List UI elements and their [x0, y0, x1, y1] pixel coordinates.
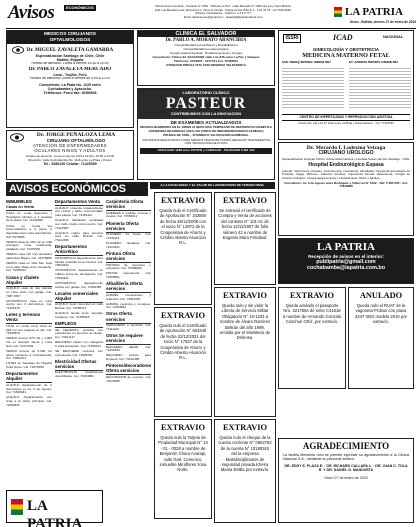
section-heading: EMPLEOS — [55, 320, 77, 326]
ad-laboratorio-pasteur — [137, 88, 275, 180]
ad-extravio — [214, 419, 276, 523]
office-info — [128, 5, 318, 19]
list-item: SE NECESITA señorita con experiencia en atención al cliente. Cel. 73221147 — [55, 327, 103, 340]
section-heading: Pintura Oferta servicios — [106, 250, 136, 261]
ad-body — [7, 44, 133, 97]
doctor-spec: CIRUJANO UROLOGO — [318, 150, 374, 157]
list-item: DECORADOR de eventos. Cel. 73215555 — [106, 375, 151, 383]
list-item: ALQUILO cuarto para persona sola en calle Bolívar. Cel. 73212365 — [55, 230, 103, 243]
ad-body: Queda nulo el cheque de la cuenta corriente N° 0902762 de la cuenta N° 10180910 del la empresa Multidisciplinarios de seguridad privada Kheira Marsa EMBL por extravío. — [218, 435, 272, 473]
list-item: MUEBLES a medida, cocinas y closets. Cel. 72558412 — [106, 210, 151, 219]
ad-title-bar — [7, 31, 133, 44]
list-item: CERRAJERO a domicilio. Cel. 71111222 — [106, 323, 151, 331]
list-item: REQUIERO chofer con categoría C para transporte. Cel. 71455221 — [55, 340, 103, 348]
office-line: Email: lapatriaoruro@gmail.com · lapatria@lapatriaenlinea.com — [183, 15, 263, 19]
list-item: ALQUILO departamento de 2 dormitorios en Av. 6 de Agosto. Cel. 71526641 — [6, 382, 52, 395]
brand-word: Avisos — [8, 2, 55, 23]
doctor-hours: Horario de atención: Lunes a viernes 14:30 a 20:00 — [31, 61, 109, 65]
section-heading: Carpintería Oferta servicios — [106, 199, 144, 210]
list-item: VENDO terreno de 5.000 m2 sobre carretera a Cochabamba. Cel. 73564121 — [6, 348, 52, 361]
brand-suffix: ECONÓMICOS — [66, 4, 94, 10]
ad-title: MÉDICOS CIRUJANOS — [44, 32, 96, 37]
list-item: ANTICRÉTICO departamento para familia reducida zona Central. Cel. 73815432 — [55, 255, 103, 268]
list-item: ELECTRICISTA instalaciones domiciliarias. Cel. 71254881 — [55, 370, 103, 379]
list-item: ALBAÑIL cerámica y revoques. Cel. 72254661 — [106, 301, 151, 310]
paper-name: LA PATRIA — [345, 6, 403, 18]
list-item: VENDO casa en Villa San José en la calle Tarija entre Camacho. Cel. 73785212 — [6, 261, 52, 273]
doctor-place: Madrid, España — [56, 57, 84, 62]
ad-body: La familia Mendieta Urra se permite expresar su agradecimiento a la Clínica Nacional S.A., mediante su personal médico: — [283, 453, 409, 462]
ad-line: OCULARES NIÑOS Y ADULTOS — [34, 149, 106, 154]
doctor-list: DR. EDDY E. PLAZA E. · DR. RICHARD CALLAPA L. · DR. JUAN C. TOLA R. Y DR. DANIEL G. MANDUSTA — [284, 463, 408, 473]
ad-agradecimiento — [278, 438, 414, 523]
ad-title: EXTRAVIO — [222, 423, 268, 432]
office-line: Oficina Oruro (Central) · Contacto N° 1552 · Oficinas La Paz · Calle Mercado N° 1525 casi esq. Colón Bolívar — [155, 5, 291, 8]
section-heading: Albañilería Oferta servicios — [106, 281, 143, 292]
address: Clínica Sur Cal. Lira N° 1211 entre La Plata y Soria Galvarro · Cel: 77144533 — [298, 120, 394, 125]
pasteur-tag: DE EXÁMENES ACTUALIZADOS — [170, 120, 242, 125]
section-heading: Departamentos Alquiler — [6, 371, 38, 382]
ad-body: Atiende: Infecciones urinarias, Incontinencia, Impotencia, Infertilidad, Cirugía Endourológica de Próstata, Vejiga, Riñones, Cálculos urinarios, Impotencia Sexual, Vasectomía, Cirugía de Cáncer Urológico, Cirugía laparoscópica y Litotricia laser. Niños y adultos. — [282, 168, 410, 181]
center-title: CENTRO DE INFERTILIDAD Y REPRODUCCIÓN ASISTIDA — [282, 114, 410, 121]
email-link[interactable]: publipatria@gmail.com — [316, 259, 376, 266]
section-heading: Otros Se requiere servicios — [106, 332, 143, 344]
ad-extravio — [154, 307, 212, 417]
list-item: PLOMERO 24 horas. Cel. 71231114 — [106, 232, 151, 240]
ad-title: ANULADO — [359, 291, 403, 300]
ad-title: AGRADECIMIENTO — [302, 441, 390, 451]
ad-body — [138, 44, 274, 68]
address: Consultorio: Av. 6 de Agosto entre Rodríguez y Villarroel N° 1222 · Telf: 5 285 656 · Cel: 71846888 — [284, 180, 408, 189]
list-item: ALQUILO departamento con vista a la plaza principal. Cel. 72498431 — [6, 395, 52, 407]
footer-brand — [6, 490, 103, 527]
ad-ginecologia — [278, 30, 414, 140]
logo-issri: ISSRI — [283, 34, 301, 43]
ad-title: MEDICINA MATERNO FETAL — [302, 52, 390, 60]
ad-line: Dirección: Calle Cochabamba No. 1116 entre La Plata y Potosí — [28, 158, 112, 162]
ad-title: GINECOLOGÍA Y OBSTETRICIA — [312, 47, 380, 52]
ad-line: ATENCIÓN DE ENFERMEDADES — [33, 144, 107, 149]
section-heading: Plomería Oferta servicios — [106, 220, 139, 231]
eye-row — [9, 46, 131, 54]
ad-line: MICROALBUMINURIA EN EL RIÑÓN CLÍNICO MÁS TEMPRANO DE NEFROPATÍA DIABÉTICA — [140, 126, 272, 130]
ad-medicos-cirujanos — [6, 30, 134, 128]
section-heading: Casas y chalets Alquiler — [6, 274, 39, 285]
section-heading: Pintores/decoradores Oferta servicios — [106, 363, 151, 374]
avisos-title: AVISOS ECONÓMICOS — [6, 182, 148, 196]
list-item: CASA en venta Ayacucho y Presidente Montes a 3 cuadras de la plaza. Cel. 71232908 — [6, 211, 52, 223]
list-item: PINTURA de interiores y exteriores. Cel. 72558890 — [106, 262, 151, 271]
ad-line: Teléfonos: 5254878 · 5271741 Cel. 72408811 — [173, 59, 239, 63]
doctor-name: Dr. MIGUEL ZAVALETA GAMARRA — [26, 46, 114, 53]
section-subheading: Casas en Venta — [6, 205, 34, 210]
ad-line: Cirugía Bariátrica (Lap-Band) y Rehabilitación — [174, 43, 238, 47]
list-item: REQUIERO señora para limpieza. Cel. 73212458 — [106, 353, 151, 362]
list-item: LOTES en Santiago de Huayña Colla Oruro. Cel. 71874558 — [6, 361, 52, 370]
logo-icad: ICAD — [333, 33, 353, 42]
text-block — [349, 66, 411, 108]
flag-icon — [334, 7, 342, 17]
ad-line: Cirugía Gastrointestinal · Pediatría general y Cirugía — [170, 51, 242, 55]
section-heading: Otros Oferta servicios — [106, 311, 132, 322]
email-link[interactable]: cochabamba@lapatria.com.bo — [306, 265, 386, 272]
doctor-right — [349, 61, 411, 113]
ad-line: ATENCIÓN PREVIA CITA CON RESERVA TELEFÓNICA — [166, 64, 246, 68]
pasteur-name: PASTEUR — [165, 95, 247, 112]
lab-banner: A LA EXCELENCIA Y EL VALOR DE LABORATORIO DE TERCER NIVEL — [150, 182, 275, 189]
ad-body: Queda anulado el pasaporte Nro. 4217584 de serie C41518 a nombre de Armando Gonzalo Cuschuri Ortíz, por extravío. — [282, 303, 342, 325]
ad-clinica-salvador — [137, 30, 275, 86]
list-item: CASA en Venta Vía Circunvalación a 2 pisos, 6 departamentos vista panorámica. Telf. 5274985 — [6, 223, 52, 239]
eye-icon — [10, 133, 24, 142]
classified-column-1 — [6, 198, 52, 488]
list-item: REQUIERO albañil. Cel. 71234543 — [106, 344, 151, 353]
classified-column-3 — [106, 198, 151, 525]
list-item: ANTICRÉTICO casa en zona centro con 3 dormitorios. Cel. 71125478 — [6, 298, 52, 311]
doctor-name: Dr. Merardo I. Lodezma Veizaga — [306, 145, 386, 151]
list-item: ALQUILO tienda zona mercado Campero. Cel. 72455118 — [55, 311, 103, 319]
ad-oftalmologo — [6, 130, 134, 180]
ad-title: EXTRAVIO — [160, 196, 206, 205]
paper-name: LA PATRIA — [317, 241, 375, 253]
doctor-name: Dr. Antonio Benítez Gauna MD — [349, 61, 398, 65]
phone: Teléfonos: Fono fax: 5250668 — [43, 91, 97, 96]
ad-extravio — [154, 419, 212, 519]
ad-footer: Oruro 27 de enero de 2023 — [324, 475, 368, 480]
ad-title: EXTRAVIO — [222, 196, 268, 205]
doctor-name: Dr. JORGE PEÑALOZA LEMA — [36, 132, 116, 138]
doctor-name: Dra. Nancy Benítez Gauna MD — [282, 61, 331, 65]
logo-nacional: NACIONAL — [383, 35, 404, 39]
list-item: ALQUILO vivienda independiente con cocina y baño, recomendado para pareja. Cel. 72452111 — [55, 205, 103, 218]
list-item: ANTICRÉTICO departamento en edificio sobre Av. del Ejército. Cel. 71564421 — [55, 268, 103, 280]
ad-body — [138, 126, 274, 153]
office-line: Edif. Las Mendes Local, Mezzanine 1, Oruro & Cerelia · Telefonos Fax (591 2) 2 - 2 61 36 76 · Cel 7626 0930 — [155, 8, 291, 12]
ad-body: Queda nulo y sin valor la Libreta de Servicio Militar Obligatorio N° 19-1234 a nombre de Álvaro Ramírez Beltrán del año 1999, emitida por el Ministerio de Defensa. — [219, 303, 271, 341]
ad-line: Especialización Hospital Clínico Universidad Católica y Hospital Sotero del Río Santiago - Chile — [282, 157, 410, 162]
doctor-place: Lima - Trujillo, Perú — [53, 73, 87, 78]
ad-line: ADENOSINA DEAMINASA (ADA) VIH (VIRUS DE INMUNODEFICIENCIA HUMANA) — [148, 130, 264, 134]
list-item: SE REQUIERE cocinera con experiencia. Cel. 72588761 — [55, 348, 103, 357]
section-heading: Locales comerciales Alquiler — [55, 290, 98, 301]
section-heading: Departamentos Venta — [55, 199, 100, 204]
pasteur-banner — [138, 89, 274, 119]
ad-body: Queda nulo el Certificado de Aportación N° 563348 de fecha 02/12/2021 del socio N° 17527 de la Cooperativa de Ahorro y Crédito Abierta Asunción R.L. — [159, 323, 207, 361]
ad-title: EXTRAVIO — [222, 291, 268, 300]
list-item: ALQUILO local comercial en calle Bolívar. Cel. 73258413 — [55, 302, 103, 311]
ad-line: PRUEBA DE VDRL - VITAMINA D VALORACIÓN HORMONAL — [163, 133, 249, 137]
ad-extravio — [348, 287, 414, 389]
ad-body: Se extravió el certificado de Compra y Venta de acciones del contrato N° 101-01 de fecha 12/11/2007 de folio número 42 a nombre de Eugenio Mara Felcidad. — [218, 208, 272, 241]
section-heading: Lotes y terrenos Venta — [6, 312, 41, 323]
brand-title — [8, 3, 54, 23]
ad-extravio — [214, 192, 276, 285]
ad-title: EXTRAVIO — [289, 291, 335, 300]
ad-line: Consultorio: Clínica EL SALVADOR calle Lira 846 entre La Paz y Vázquez — [152, 55, 260, 59]
classified-column-2 — [55, 198, 103, 488]
doctor-spec: Especialización Santiago de Chile, Chile — [35, 53, 105, 58]
pasteur-top: LABORATORIO CLÍNICO — [182, 90, 230, 95]
list-item: ANTICRÉTICO departamento amplio con garaje. Cel. 72334455 — [55, 280, 103, 289]
ad-line: Horario de atención: Lunes a viernes 9:00 a 12:00 y 15:00 a 19:00 — [25, 155, 115, 159]
address: Consultorio: La Plata No. 1220 entre — [39, 82, 101, 87]
pasteur-tag: CONTRIBUIMOS CON LA INNOVACIÓN — [170, 111, 242, 116]
ad-urologo — [278, 142, 414, 236]
office-line: Oficinas Cochabamba · Teléfono: 4 4 4 9 777 — [194, 12, 252, 16]
paper-name: LA PATRIA — [27, 498, 83, 527]
list-item: ALQUILO habitación amoblada con baño propio zona centro. Cel. 72412587 — [55, 218, 103, 230]
phone: Tel.: 5280130 Celular: 71425390 — [43, 162, 97, 167]
text-block — [282, 66, 344, 108]
address: Cochabamba y Ayacucho. — [47, 86, 93, 91]
date-line: Oruro - Bolivia, viernes 27 de enero de 2023 — [349, 20, 416, 24]
address: AYACUCHO 1228 entre POTOSÍ y CAMACHO · TELÉFONO 5 281 120 — [140, 148, 272, 154]
page-header — [6, 3, 416, 29]
ad-title-bar: CLÍNICA EL SALVADOR — [138, 31, 274, 37]
eye-icon — [12, 46, 24, 54]
doctor-name: Dr. PABLO A. MORATO ARANCIBIA — [165, 38, 247, 44]
ad-title: EXTRAVIO — [160, 423, 206, 432]
ad-extravio — [214, 287, 276, 417]
doctor-left — [282, 61, 344, 113]
ad-line: CON ESTOS RESULTADOS COMO MÉDICO TRATANTE PODRÁ REALIZAR TRATAMIENTOS CON TECNOLOGÍA DE PUNTA — [141, 137, 271, 146]
list-item: ALQUILO casa de dos plantas en zona norte con garaje. Cel. 7387 4567 — [6, 286, 52, 298]
ad-line: Recepción de avisos en el interior: — [308, 254, 384, 259]
ad-line: Cirugía Bariátrica Laparoscópica — [183, 47, 229, 51]
section-heading: INMUEBLES — [6, 199, 32, 204]
ad-la-patria-recepcion — [278, 238, 414, 284]
list-item: VENDO casa (20 m2) alrededor plaza San Miguel. Cel. 72475885 — [6, 252, 52, 260]
list-item: ALBAÑIL construcción y refacción. Cel. 73541287 — [106, 292, 151, 301]
paper-logo — [334, 6, 414, 20]
list-item: VENDO terreno 970 m2 y 1.050 m2 en Avenida Tacna y zona Sud. Cel. 72474491 — [6, 336, 52, 348]
hospital-name: Hospital Endourológico Espasa — [308, 161, 384, 168]
ad-extravio — [278, 287, 346, 389]
logo-row — [279, 31, 413, 47]
list-item: PINTOR experiencia. Cel. 71558821 — [106, 271, 151, 280]
ad-title: OFTALMÓLOGOS — [49, 37, 91, 43]
list-item: PLOMERO destapes. Cel. 72123321 — [106, 241, 151, 249]
section-heading: Electricidad Ofertas servicios — [55, 358, 97, 369]
ad-title: EXTRAVIO — [160, 311, 206, 320]
section-heading: Departamentos Anticrético — [55, 244, 87, 255]
list-item: LOTE en venta zona Vinto de 300 m2 con papeles al día. Cel. 71543870 — [6, 323, 52, 336]
ad-body: Queda nulo la Tarjeta de Propiedad Municipal N° 13 - 01 - 0028 a nombre de Benjamín Chura Acarapi, calle Gral. Cemerico, inmueble Miraflores zona Norte. — [158, 435, 208, 473]
ad-body: Queda nulo el Certificado de Aportación N° 343800 de fecha 26/12/2008 con el socio N° 12872 de la Cooperativa de Ahorro y Crédito Abierta Asunción R.L. — [159, 208, 207, 246]
doctor-spec: CIRUJANO OFTALMÓLOGO — [46, 138, 106, 144]
doctor-hours: Horario de atención: Lunes a viernes de 9:00 a 12:00 — [30, 77, 110, 81]
ad-extravio — [154, 192, 212, 305]
doctor-name: Dr. PABLO ZAVALETA MERCADO — [28, 67, 112, 73]
list-item: VENDO casa de 300 m2 en Villa Aramayo, zona residencial, asfaltado. Cel. 72476551 — [6, 239, 52, 252]
header-rule — [6, 28, 416, 29]
ad-body: Queda nulo el RUAT de la vagoneta Probox con placa 3447 XBG modelo 2010 por extravío. — [355, 303, 407, 325]
flag-icon — [11, 499, 23, 515]
doctor-pair — [279, 61, 413, 113]
